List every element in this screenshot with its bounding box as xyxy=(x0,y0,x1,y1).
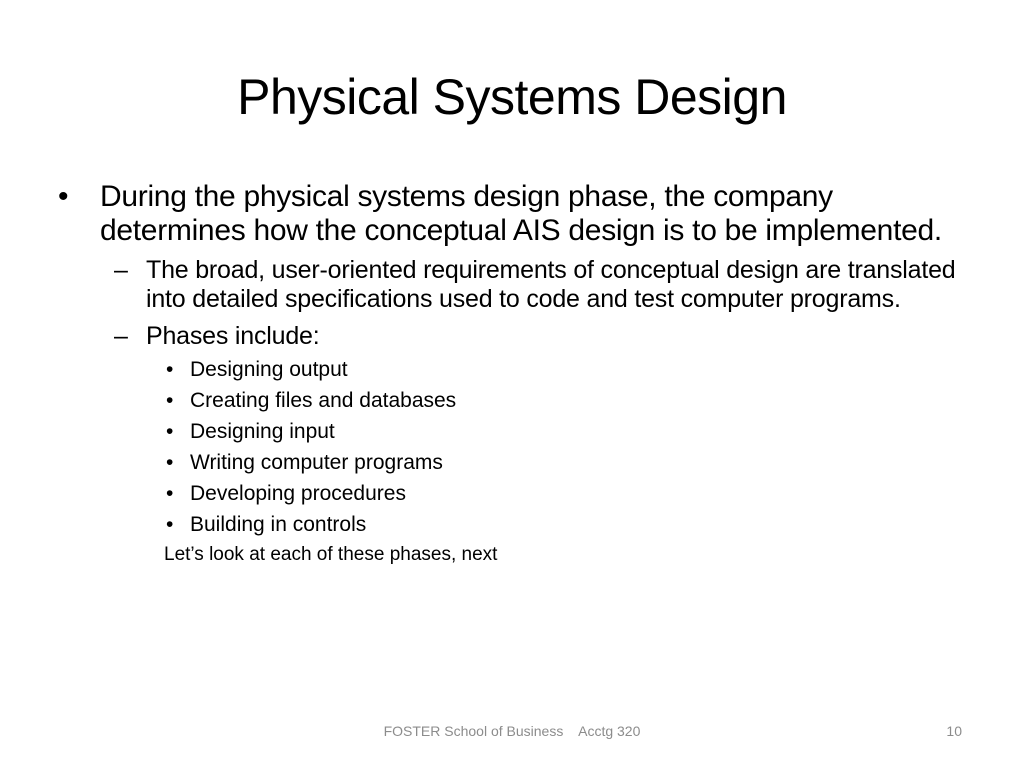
phase-text: Building in controls xyxy=(190,513,367,536)
bullet-text: During the physical systems design phase, the company determines how the conceptual AIS design is to be implemented. xyxy=(100,180,942,247)
phase-text: Designing output xyxy=(190,358,348,381)
bullet-dot-icon: • xyxy=(166,420,174,443)
bullet-dot-icon: • xyxy=(166,482,174,505)
bullet-dot-icon: • xyxy=(166,389,174,412)
phase-item xyxy=(56,388,976,413)
phase-item xyxy=(56,419,976,444)
bullet-dot-icon: • xyxy=(166,358,174,381)
bullet-level2 xyxy=(56,256,976,314)
bullet-dot-icon: • xyxy=(166,451,174,474)
bullet-level2 xyxy=(56,322,976,351)
dash-icon: – xyxy=(114,256,128,284)
phase-item xyxy=(56,450,976,475)
footer-text xyxy=(0,723,1024,739)
slide-title: Physical Systems Design xyxy=(237,69,787,125)
dash-icon: – xyxy=(114,322,128,350)
bullet-level1 xyxy=(56,180,976,248)
phase-item xyxy=(56,481,976,506)
bullet-text: The broad, user-oriented requirements of conceptual design are translated into detailed specifications used to code and test computer programs. xyxy=(146,256,956,313)
phase-text: Creating files and databases xyxy=(190,389,457,412)
bullet-dot-icon: • xyxy=(58,180,69,213)
bullet-dot-icon: • xyxy=(166,513,174,536)
slide-body xyxy=(56,180,976,567)
phase-item xyxy=(56,357,976,382)
phase-text: Developing procedures xyxy=(190,482,406,505)
phase-text: Writing computer programs xyxy=(190,451,443,474)
phase-text: Designing input xyxy=(190,420,335,443)
page-number: 10 xyxy=(946,723,962,739)
closing-note: Let’s look at each of these phases, next xyxy=(164,544,498,565)
footer-label: FOSTER School of Business Acctg 320 xyxy=(383,723,641,739)
bullet-text: Phases include: xyxy=(146,322,320,350)
phase-item xyxy=(56,512,976,537)
